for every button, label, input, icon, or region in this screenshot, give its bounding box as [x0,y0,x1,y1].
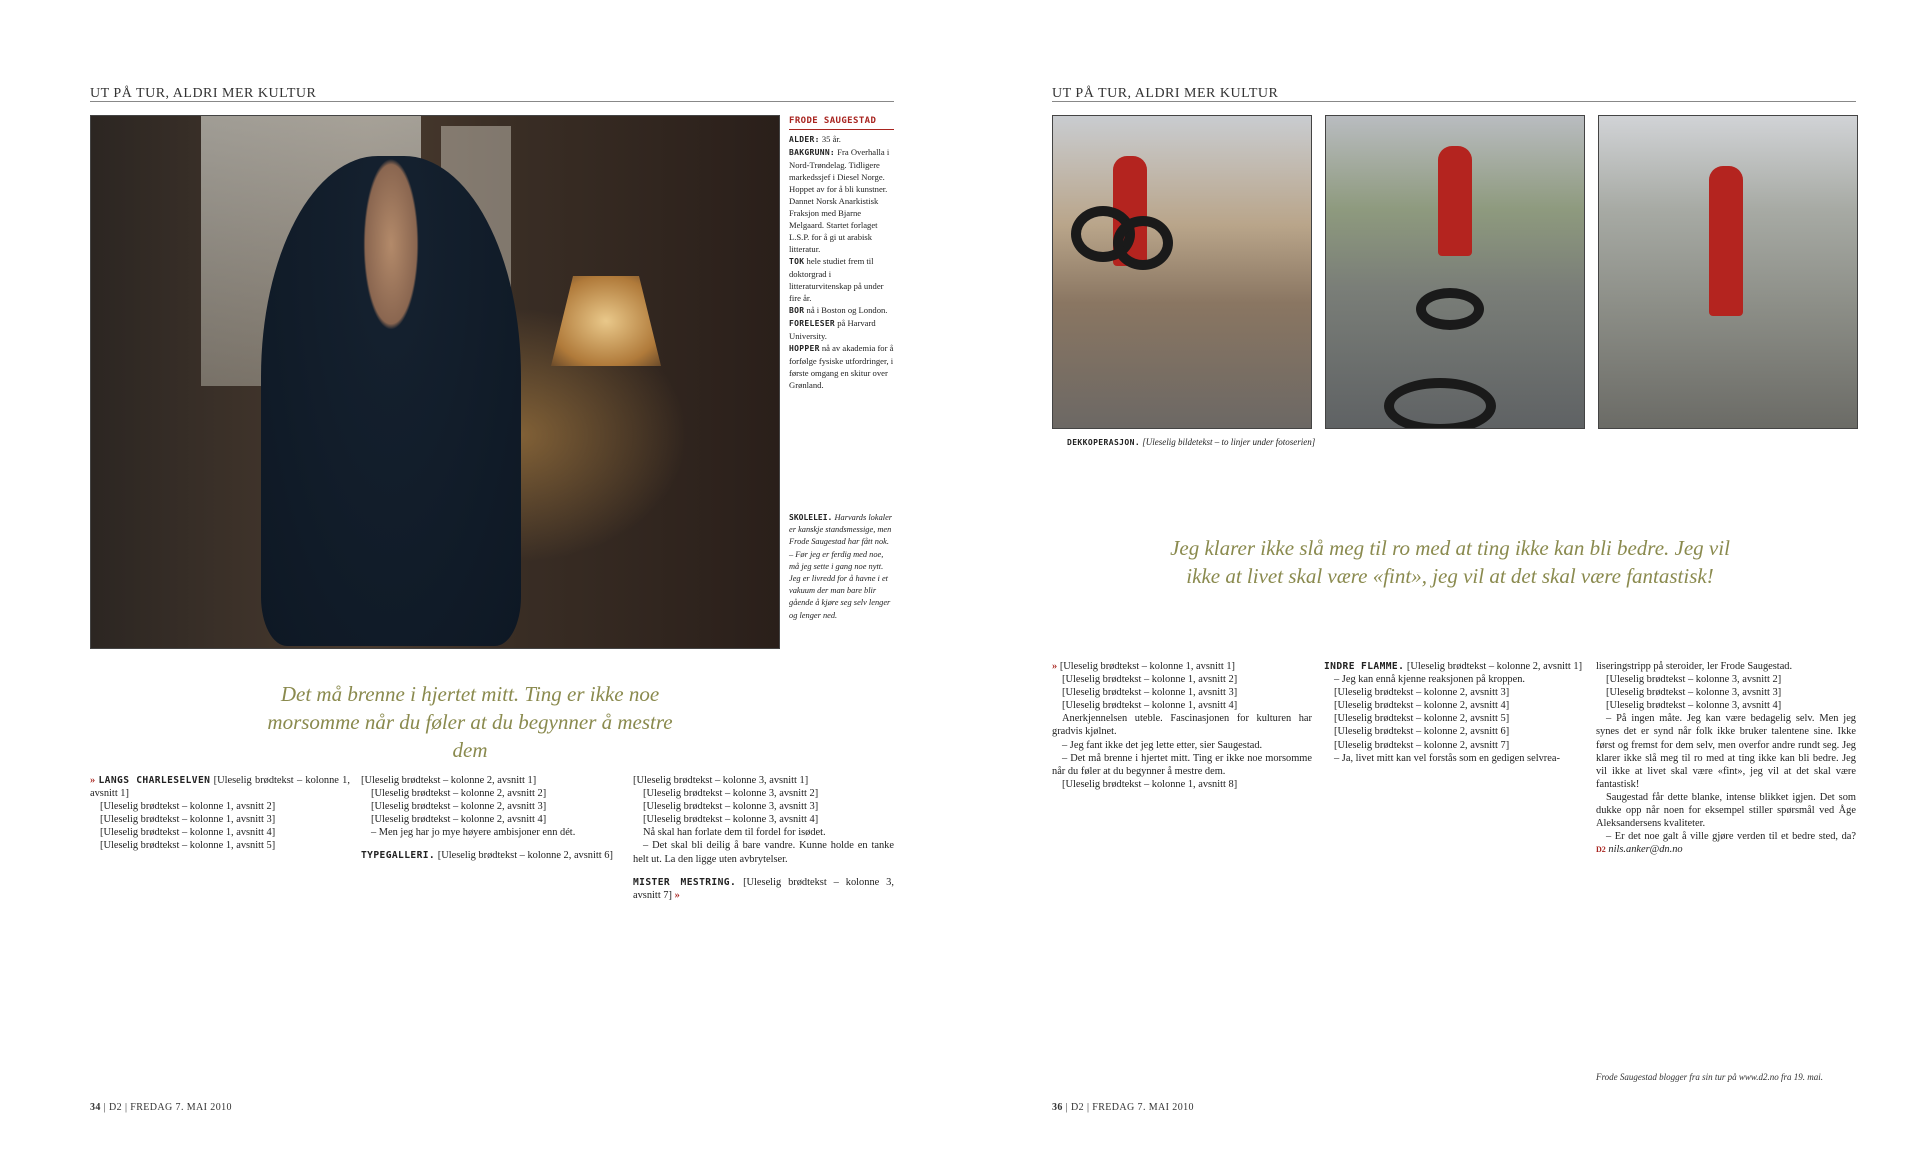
photo-tire-path [1325,115,1585,429]
fact-entry: HOPPER nå av akademia for å forfølge fysiske utfordringer, i første omgang en skitur over Grønland. [789,343,894,390]
paragraph: [Uleselig brødtekst – kolonne 1, avsnitt 2] [100,801,276,813]
author-email: nils.anker@dn.no [1608,844,1683,856]
tire-shape [1113,216,1173,270]
paragraph: [Uleselig brødtekst – kolonne 2, avsnitt 4] [1334,700,1510,712]
fact-entry: BAKGRUNN: Fra Overhalla i Nord-Trøndelag. Tidligere markedssjef i Diesel Norge. Hoppet av for å bli kunstner. Dannet Norsk Anarkistisk Fraksjon med Bjarne Melgaard. Startet forlaget L.S.P. for å gi ut arabisk litteratur. [789,147,890,254]
fact-entry: ALDER: 35 år. [789,134,841,144]
body-column-2: INDRE FLAMME. [Uleselig brødtekst – kolonne 2, avsnitt 1] – Jeg kan ennå kjenne reaksjonen på kroppen. [Uleselig brødtekst – kolonne 2, avsnitt 3] [Uleselig brødtekst – kolonne 2, avsnitt 4] [Uleselig brødtekst – kolonne 2, avsnitt 5] [Uleselig brødtekst – kolonne 2, avsnitt 6] [Uleselig brødtekst – kolonne 2, avsnitt 7] – Ja, livet mitt kan vel forstås som en gedigen selvrea- [1324,661,1583,764]
paragraph: [Uleselig brødtekst – kolonne 1, avsnitt 4] [100,827,276,839]
page-number: 36 [1052,1102,1063,1113]
paragraph: [Uleselig brødtekst – kolonne 3, avsnitt 4] [643,814,819,826]
header-rule [1052,101,1856,102]
paragraph: – Ja, livet mitt kan vel forstås som en gedigen selvrea- [1334,752,1560,764]
subheading: INDRE FLAMME. [1324,661,1405,672]
portrait-subject [261,156,521,646]
page-number: 34 [90,1102,101,1113]
continue-mark: » [1052,661,1058,672]
paragraph: – Jeg fant ikke det jeg lette etter, sier Saugestad. [1062,739,1263,751]
blog-note: Frode Saugestad blogger fra sin tur på www.d2.no fra 19. mai. [1596,1072,1824,1082]
paragraph: Saugestad får dette blanke, intense blikket igjen. Det som dukke opp når noen for eksempel stiller spørsmål ved Åge Aleksandersens kvaliteter. [1596,791,1856,830]
photo-caption: DEKKOPERASJON. [Uleselig bildetekst – to linjer under fotoserien] [1067,437,1316,447]
lamp-detail [551,276,661,366]
paragraph: [Uleselig brødtekst – kolonne 3, avsnitt 2] [1606,674,1782,686]
pull-quote: Jeg klarer ikke slå meg til ro med at ting ikke kan bli bedre. Jeg vil ikke at livet skal være «fint», jeg vil at det skal være fantastisk! [1170,536,1730,588]
paragraph: [Uleselig brødtekst – kolonne 1, avsnitt 3] [100,814,276,826]
paragraph: [Uleselig brødtekst – kolonne 2, avsnitt 6] [1334,726,1510,738]
continue-mark: » [674,889,680,901]
header-rule [90,101,894,102]
paragraph: [Uleselig brødtekst – kolonne 2, avsnitt 3] [1334,687,1510,699]
paragraph: [Uleselig brødtekst – kolonne 3, avsnitt 3] [1606,687,1782,699]
section-header: UT PÅ TUR, ALDRI MER KULTUR [90,86,317,101]
fact-entry: TOK hele studiet frem til doktorgrad i litteraturvitenskap på under fire år. [789,256,884,303]
paragraph: [Uleselig brødtekst – kolonne 3, avsnitt 1] [633,775,809,786]
photo-rollerski [1598,115,1858,429]
paragraph: – Men jeg har jo mye høyere ambisjoner enn dét. [371,827,576,839]
paragraph: [Uleselig brødtekst – kolonne 2, avsnitt 7] [1334,739,1510,751]
paragraph: [Uleselig brødtekst – kolonne 3, avsnitt 4] [1606,700,1782,712]
paragraph: [Uleselig brødtekst – kolonne 2, avsnitt 2] [371,788,547,800]
paragraph: [Uleselig brødtekst – kolonne 2, avsnitt 4] [371,814,547,826]
fact-entry: BOR nå i Boston og London. [789,305,888,315]
subheading: MISTER MESTRING. [633,876,737,888]
photo-caption: SKOLELEI. Harvards lokaler er kanskje standsmessige, men Frode Saugestad har fått nok. – Før jeg er ferdig med noe, må jeg sette i gang noe nytt. Jeg er livredd for å havne i et vakuum der man bare blir gående å kjøre seg selv lenger og lenger ned. [789,513,893,620]
paragraph: – Jeg kan ennå kjenne reaksjonen på kroppen. [1334,674,1526,686]
paragraph: [Uleselig brødtekst – kolonne 1, avsnitt 8] [1062,778,1238,790]
portrait-photo [90,115,780,649]
body-column-1: » [Uleselig brødtekst – kolonne 1, avsnitt 1] [Uleselig brødtekst – kolonne 1, avsnitt 2] [Uleselig brødtekst – kolonne 1, avsnitt 3] [Uleselig brødtekst – kolonne 1, avsnitt 4] Anerkjennelsen uteble. Fascinasjonen for kulturen har gradvis kjølnet. – Jeg fant ikke det jeg lette etter, sier Saugestad. – Det må brenne i hjertet mitt. Ting er ikke noe morsomme når du føler at du begynner å mestre dem. [Uleselig brødtekst – kolonne 1, avsnitt 8] [1052,661,1312,790]
tire-shape [1384,378,1496,429]
photo-tire-stairs [1052,115,1312,429]
paragraph: Anerkjennelsen uteble. Fascinasjonen for kulturen har gradvis kjølnet. [1052,713,1312,738]
body-column-2: [Uleselig brødtekst – kolonne 2, avsnitt 1] [Uleselig brødtekst – kolonne 2, avsnitt 2] [Uleselig brødtekst – kolonne 2, avsnitt 3] [Uleselig brødtekst – kolonne 2, avsnitt 4] – Men jeg har jo mye høyere ambisjoner enn dét. TYPEGALLERI. [Uleselig brødtekst – kolonne 2, avsnitt 6] [361,774,621,863]
page-footer: 34 | D2 | FREDAG 7. MAI 2010 [90,1102,232,1113]
paragraph: – Det må brenne i hjertet mitt. Ting er ikke noe morsomme når du føler at du begynner å mestre dem. [1052,752,1312,777]
lead-in: LANGS CHARLESELVEN [98,775,211,786]
pull-quote: Det må brenne i hjertet mitt. Ting er ikke noe morsomme når du føler at du begynner å mestre dem [267,682,673,762]
body-column-1: » LANGS CHARLESELVEN [Uleselig brødtekst – kolonne 1, avsnitt 1] [Uleselig brødtekst – kolonne 1, avsnitt 2] [Uleselig brødtekst – kolonne 1, avsnitt 3] [Uleselig brødtekst – kolonne 1, avsnitt 4] [Uleselig brødtekst – kolonne 1, avsnitt 5] [90,775,350,852]
section-header: UT PÅ TUR, ALDRI MER KULTUR [1052,86,1279,101]
paragraph: [Uleselig brødtekst – kolonne 1, avsnitt 3] [1062,687,1238,699]
continue-mark: » [90,775,96,786]
body-column-3 [1596,660,1856,856]
fact-box [789,115,894,391]
paragraph: [Uleselig brødtekst – kolonne 2, avsnitt 5] [1334,713,1510,725]
paragraph: [Uleselig brødtekst – kolonne 1, avsnitt 4] [1062,700,1238,712]
paragraph: [Uleselig brødtekst – kolonne 2, avsnitt 1] [361,775,537,786]
paragraph: [Uleselig brødtekst – kolonne 1, avsnitt 2] [1062,674,1238,686]
paragraph: [Uleselig brødtekst – kolonne 3, avsnitt 3] [643,801,819,813]
paragraph: – På ingen måte. Jeg kan være bedagelig selv. Men jeg synes det er synd når folk ikke bruker talentene sine. Ikke først og fremst for dem selv, men overfor andre rundt seg. Jeg klarer ikke slå meg til ro med at ting ikke kan bli bedre. Jeg vil ikke at livet skal være «fint», jeg vil at det skal være fantastisk! [1596,713,1856,790]
paragraph: [Uleselig brødtekst – kolonne 3, avsnitt 2] [643,788,819,800]
body-column-3: [Uleselig brødtekst – kolonne 3, avsnitt 1] [Uleselig brødtekst – kolonne 3, avsnitt 2] [Uleselig brødtekst – kolonne 3, avsnitt 3] [Uleselig brødtekst – kolonne 3, avsnitt 4] Nå skal han forlate dem til fordel for isødet. – Det skal bli deilig å bare vandre. Kunne holde en tanke helt ut. La den ligge uten avbrytelser. MISTER MESTRING. [Uleselig brødtekst – kolonne 3, avsnitt 7] » [633,775,894,901]
fact-entry: FORELESER på Harvard University. [789,318,876,341]
paragraph: – Er det noe galt å ville gjøre verden til et bedre sted, da? [1606,831,1856,843]
paragraph: [Uleselig brødtekst – kolonne 1, avsnitt 5] [100,840,276,852]
paragraph: [Uleselig brødtekst – kolonne 2, avsnitt 3] [371,801,547,813]
fact-box-name: FRODE SAUGESTAD [789,115,894,130]
paragraph: – Det skal bli deilig å bare vandre. Kunne holde en tanke helt ut. La den ligge uten avbrytelser. [633,840,894,865]
tire-shape [1416,288,1484,330]
d2-signature-mark: D2 [1596,845,1606,855]
paragraph: Nå skal han forlate dem til fordel for isødet. [643,827,826,839]
subheading: TYPEGALLERI. [361,850,436,862]
page-footer: 36 | D2 | FREDAG 7. MAI 2010 [1052,1102,1194,1113]
skier-figure [1709,166,1743,316]
runner-figure [1438,146,1472,256]
paragraph: liseringstripp på steroider, ler Frode Saugestad. [1596,661,1793,672]
